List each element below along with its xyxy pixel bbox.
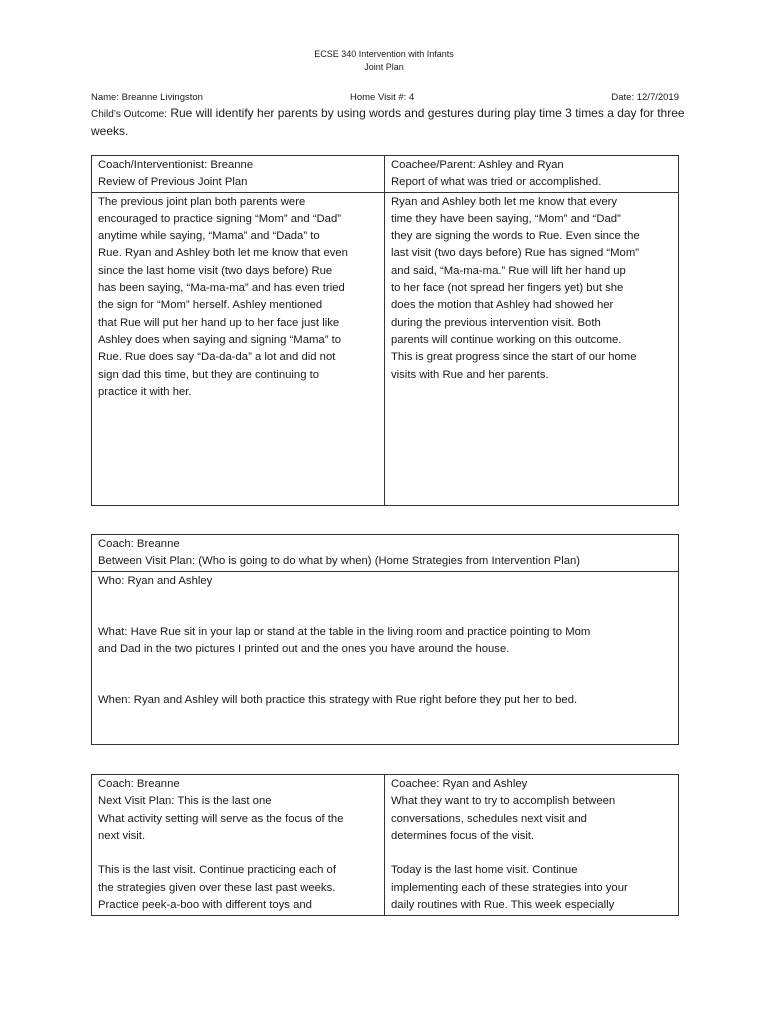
report-line: parents will continue working on this outcome. [391, 333, 622, 346]
review-header-row [92, 156, 679, 193]
spacer [98, 845, 378, 862]
child-outcome [91, 105, 686, 140]
between-body-cell [92, 571, 679, 744]
review-line: practice it with her. [98, 385, 192, 398]
next-coach-cell [92, 775, 385, 916]
report-label: Report of what was tried or accomplished. [391, 176, 602, 189]
report-line: and said, “Ma-ma-ma.” Rue will lift her hand up [391, 264, 626, 277]
course-title: ECSE 340 Intervention with Infants [314, 49, 454, 59]
next-coach-line: the strategies given over these last past weeks. [98, 881, 336, 894]
review-line: sign dad this time, but they are continuing to [98, 368, 320, 381]
document-title: Joint Plan [364, 62, 404, 72]
review-line: Ashley does when saying and signing “Mama” to [98, 333, 342, 346]
review-line: encouraged to practice signing “Mom” and “Dad” [98, 212, 342, 225]
next-coachee-line: implementing each of these strategies into your [391, 881, 628, 894]
coach-label: Coach/Interventionist: Breanne [98, 159, 254, 171]
review-line: the sign for “Mom” herself. Ashley mentioned [98, 299, 323, 312]
when-line: When: Ryan and Ashley will both practice this strategy with Rue right before they put her to bed. [98, 694, 578, 707]
spacer [98, 658, 672, 692]
review-line: since the last home visit (two days before) Rue [98, 264, 333, 277]
review-body-cell [92, 192, 385, 505]
next-visit-row [92, 775, 679, 916]
next-coachee-cell [385, 775, 679, 916]
report-body-cell [385, 192, 679, 505]
review-body-row [92, 192, 679, 505]
between-plan-label: Between Visit Plan: (Who is going to do what by when) (Home Strategies from Intervention Plan) [98, 555, 581, 568]
review-table [91, 155, 679, 506]
activity-question: next visit. [98, 829, 146, 842]
next-coach-line: Practice peek-a-boo with different toys and [98, 899, 312, 912]
next-visit-label: Next Visit Plan: This is the last one [98, 795, 272, 808]
next-coachee-line: Today is the last home visit. Continue [391, 864, 578, 877]
between-header-row [92, 535, 679, 572]
home-visit-field: Home Visit #: 4 [350, 92, 415, 103]
date-field: Date: 12/7/2019 [611, 92, 679, 103]
review-line: The previous joint plan both parents were [98, 195, 306, 208]
next-visit-table [91, 774, 679, 916]
document-header [0, 48, 768, 74]
outcome-label: Child’s Outcome: [91, 109, 167, 120]
report-line: to her face (not spread her fingers yet) but she [391, 282, 624, 295]
between-header-cell [92, 535, 679, 572]
coachee-label: Coachee/Parent: Ashley and Ryan [391, 159, 564, 171]
accomplish-question: What they want to try to accomplish between [391, 795, 616, 808]
report-line: visits with Rue and her parents. [391, 368, 549, 381]
what-line: What: Have Rue sit in your lap or stand at the table in the living room and practice pointing to Mom [98, 625, 591, 638]
report-line: does the motion that Ashley had showed her [391, 299, 614, 312]
what-line: and Dad in the two pictures I printed out and the ones you have around the house. [98, 643, 510, 656]
accomplish-question: conversations, schedules next visit and [391, 812, 587, 825]
review-line: Rue. Rue does say “Da-da-da” a lot and did not [98, 351, 336, 364]
coachee-header-cell [385, 156, 679, 193]
review-line: that Rue will put her hand up to her face just like [98, 316, 340, 329]
between-body-row [92, 571, 679, 744]
review-line: anytime while saying, “Mama” and “Dada” to [98, 230, 320, 243]
report-line: they are signing the words to Rue. Even since the [391, 230, 640, 243]
meta-row [91, 92, 679, 104]
report-line: during the previous intervention visit. Both [391, 316, 601, 329]
next-coach-line: This is the last visit. Continue practicing each of [98, 864, 336, 877]
coach-header-cell [92, 156, 385, 193]
review-line: Rue. Ryan and Ashley both let me know that even [98, 247, 348, 260]
report-line: This is great progress since the start of our home [391, 351, 637, 364]
outcome-text: Rue will identify her parents by using words and gestures during play time 3 times a day for three weeks. [91, 106, 685, 138]
report-line: time they have been saying, “Mom” and “Dad” [391, 212, 621, 225]
accomplish-question: determines focus of the visit. [391, 829, 535, 842]
review-label: Review of Previous Joint Plan [98, 176, 248, 189]
next-coachee-line: daily routines with Rue. This week especially [391, 899, 615, 912]
name-field: Name: Breanne Livingston [91, 92, 203, 103]
review-line: has been saying, “Ma-ma-ma” and has even tried [98, 282, 345, 295]
spacer [98, 590, 672, 624]
report-line: last visit (two days before) Rue has signed “Mom” [391, 247, 639, 260]
next-coachee-label: Coachee: Ryan and Ashley [391, 778, 528, 790]
spacer [391, 845, 672, 862]
between-visit-table [91, 534, 679, 745]
activity-question: What activity setting will serve as the focus of the [98, 812, 344, 825]
report-line: Ryan and Ashley both let me know that every [391, 195, 618, 208]
who-line: Who: Ryan and Ashley [98, 574, 213, 587]
next-coach-label: Coach: Breanne [98, 778, 180, 790]
between-coach-label: Coach: Breanne [98, 538, 180, 550]
